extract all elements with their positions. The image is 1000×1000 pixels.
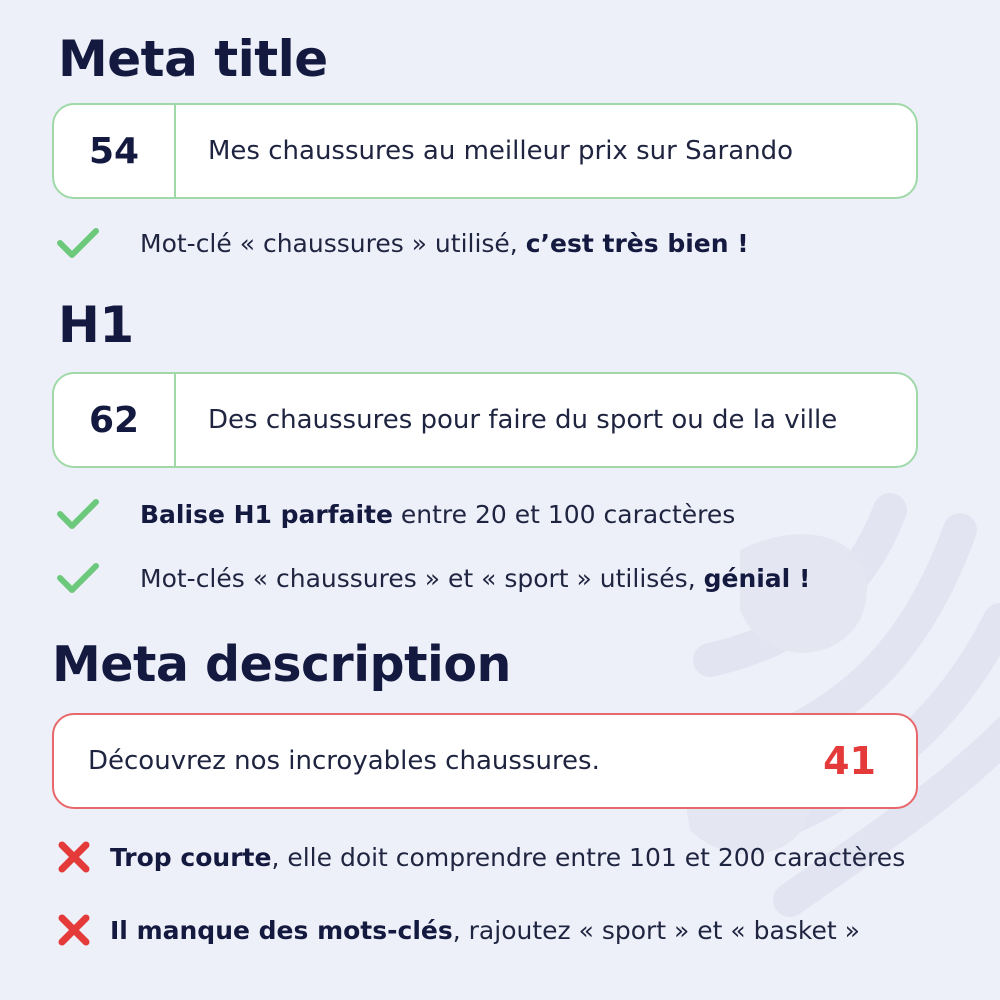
check-message: Mot-clé « chaussures » utilisé, c’est très bien ! [140,228,749,258]
meta-description-field[interactable] [52,713,918,809]
h1-check-length [56,492,735,536]
h1-char-count: 62 [54,374,176,466]
section-title-meta-description: Meta description [52,636,511,693]
error-message: Il manque des mots-clés, rajoutez « sport » et « basket » [110,915,860,945]
meta-title-check-keyword [56,221,749,265]
check-message: Balise H1 parfaite entre 20 et 100 caractères [140,499,736,529]
check-message: Mot-clés « chaussures » et « sport » utilisés, génial ! [140,563,811,593]
meta-description-error-keywords [52,908,860,952]
meta-title-field[interactable] [52,103,918,199]
meta-description-error-length [52,835,905,879]
cross-icon [52,835,96,879]
check-icon [56,492,100,536]
meta-description-char-count: 41 [823,739,876,783]
section-title-h1: H1 [58,296,134,354]
meta-title-char-count: 54 [54,105,176,197]
check-icon [56,556,100,600]
error-message: Trop courte, elle doit comprendre entre 101 et 200 caractères [110,842,906,872]
h1-value: Des chaussures pour faire du sport ou de la ville [208,405,838,435]
h1-check-keywords [56,556,810,600]
section-title-meta-title: Meta title [58,30,328,88]
h1-field[interactable] [52,372,918,468]
meta-title-value: Mes chaussures au meilleur prix sur Sarando [208,136,794,166]
cross-icon [52,908,96,952]
meta-description-value: Découvrez nos incroyables chaussures. [88,746,600,776]
check-icon [56,221,100,265]
